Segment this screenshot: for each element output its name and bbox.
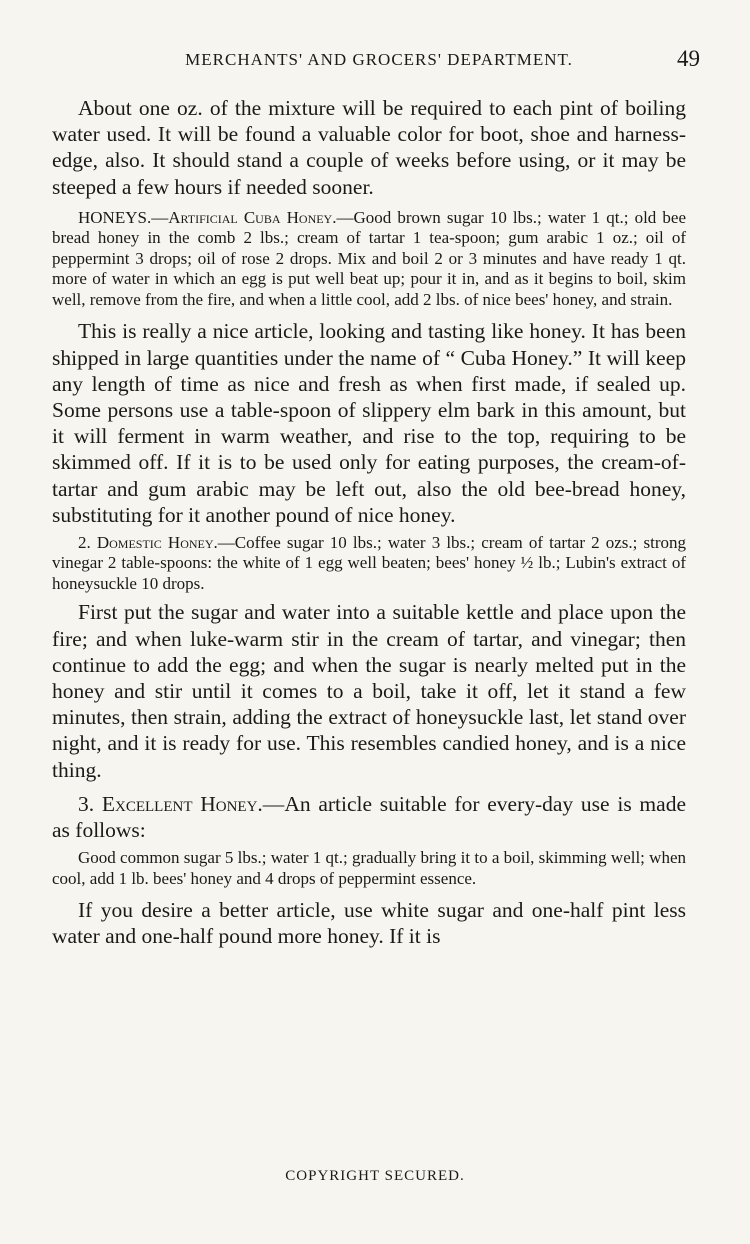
paragraph-better-article: If you desire a better article, use white sugar and one-half pint less water and one-half pound more honey. If it is — [52, 898, 686, 949]
body-text — [52, 95, 686, 950]
recipe-heading-excellent-honey: 3. Excellent Honey.— — [78, 791, 285, 816]
paragraph-excellent-honey-intro — [52, 791, 686, 843]
page-header — [52, 46, 706, 76]
paragraph-domestic-honey-method: First put the sugar and water into a suitable kettle and place upon the fire; and when luke-warm stir in the cream of tartar, and vinegar; then continue to add the egg; and when the sugar is nearly melted put in the honey and stir until it comes to a boil, take it off, let it stand a few minutes, then strain, adding the extract of honeysuckle last, let stand over night, and it is ready for use. This resembles candied honey, and is a nice thing. — [52, 600, 686, 782]
page-number: 49 — [677, 46, 700, 71]
recipe-body-cuba-honey: Good brown sugar 10 lbs.; water 1 qt.; old bee bread honey in the comb 2 lbs.; cream of tartar 1 tea-spoon; gum arabic 1 oz.; oil of peppermint 3 drops; oil of rose 2 drops. Mix and boil 2 or 3 minutes and have ready 1 qt. more of water in which an egg is put well beat up; pour it in, and as it begins to boil, skim well, remove from the fire, and when a little cool, add 2 lbs. of nice bees' honey, and strain. — [52, 207, 686, 309]
paragraph-cuba-honey-recipe — [52, 208, 686, 311]
recipe-heading-cuba-honey: HONEYS.—Artificial Cuba Honey.— — [78, 207, 354, 227]
recipe-heading-domestic-honey: 2. Domestic Honey.— — [78, 532, 235, 552]
paragraph-domestic-honey-recipe — [52, 533, 686, 595]
copyright-footer: COPYRIGHT SECURED. — [285, 1168, 465, 1184]
recipe-body-domestic-honey: Coffee sugar 10 lbs.; water 3 lbs.; cream of tartar 2 ozs.; strong vinegar 2 table-spoons: the white of 1 egg well beaten; bees' honey ½ lb.; Lubin's extract of honeysuckle 10 drops. — [52, 532, 686, 593]
paragraph-cuba-honey-notes: This is really a nice article, looking and tasting like honey. It has been shipped in large quantities under the name of “ Cuba Honey.” It will keep any length of time as nice and fresh as when first made, if sealed up. Some persons use a table-spoon of slippery elm bark in this amount, but it will ferment in warm weather, and rise to the top, requiring to be skimmed off. If it is to be used only for eating purposes, the cream-of-tartar and gum arabic may be left out, also the old bee-bread honey, substituting for it another pound of nice honey. — [52, 319, 686, 527]
recipe-body-excellent-honey: An article suitable for every-day use is made as follows: — [52, 791, 686, 843]
paragraph-mixture: About one oz. of the mixture will be required to each pint of boiling water used. It will be found a valuable color for boot, shoe and harness-edge, also. It should stand a couple of weeks before using, or it may be steeped a few hours if needed sooner. — [52, 96, 686, 199]
running-head: MERCHANTS' AND GROCERS' DEPARTMENT. — [185, 50, 573, 69]
paragraph-excellent-honey-recipe: Good common sugar 5 lbs.; water 1 qt.; gradually bring it to a boil, skimming well; when cool, add 1 lb. bees' honey and 4 drops of peppermint essence. — [52, 848, 686, 888]
